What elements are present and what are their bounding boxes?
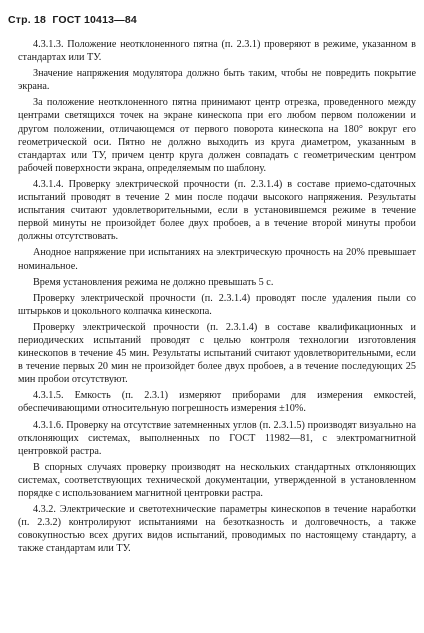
paragraph: 4.3.2. Электрические и светотехнические параметры кинескопов в течение наработки (п. 2.3.2) контролируют испытаниями на безотказность и долговечность, а также совокупностью всех других видов испытаний, проводимых по настоящему стандарту, а также стандартам или ТУ.: [18, 504, 416, 555]
paragraph: Значение напряжения модулятора должно быть таким, чтобы не повредить покрытие экрана.: [18, 68, 416, 93]
paragraph: Проверку электрической прочности (п. 2.3.1.4) проводят после удаления пыли со штырьков и цокольного колпачка кинескопа.: [18, 292, 416, 317]
page-header: [8, 14, 137, 26]
paragraph: Анодное напряжение при испытаниях на электрическую прочность на 20% превышает номинальное.: [18, 247, 416, 272]
paragraph: Время установления режима не должно превышать 5 с.: [33, 276, 274, 288]
standard-code: ГОСТ 10413—84: [52, 14, 137, 26]
paragraph: За положение неотклоненного пятна принимают центр отрезка, проведенного между центрами светящихся точек на экране кинескопа при его любом первом положении и другом положении, отличающемся от первого поворота кинескопа на 180° вокруг его геометрической оси. Пятно не должно выходить из круга диаметром, указанным в стандартах или ТУ, причем центр круга должен совпадать с геометрическим центром рабочей поверхности экрана, определяемым по шаблону.: [18, 97, 416, 174]
page-number: Стр. 18: [8, 14, 47, 26]
paragraph: 4.3.1.5. Емкость (п. 2.3.1) измеряют приборами для измерения емкостей, обеспечивающими относительную погрешность измерения ±10%.: [18, 390, 416, 415]
paragraph: 4.3.1.6. Проверку на отсутствие затемненных углов (п. 2.3.1.5) производят визуально на отклоняющих системах, выполненных по ГОСТ 11982—81, с электромагнитной центровкой растра.: [18, 419, 416, 457]
paragraph: 4.3.1.4. Проверку электрической прочности (п. 2.3.1.4) в составе приемо-сдаточных испытаний проводят в течение 2 мин после подачи высокого напряжения. Результаты испытания считают удовлетворительными, если в установившемся режиме в течение первой минуты не произойдет более двух пробоев, а в течение второй минуты пробои должны отсутствовать.: [18, 178, 416, 243]
paragraph: 4.3.1.3. Положение неотклоненного пятна (п. 2.3.1) проверяют в режиме, указанном в стандартах или ТУ.: [18, 39, 416, 64]
paragraph: Проверку электрической прочности (п. 2.3.1.4) в составе квалификационных и периодических испытаний проводят с целью контроля технологии изготовления кинескопов в течение 45 мин. Результаты испытаний считают удовлетворительными, если в течение первых 20 мин не произойдет более двух пробоев, а в течение последующих 25 мин пробои отсутствуют.: [18, 321, 416, 386]
document-body: [18, 38, 416, 558]
paragraph: В спорных случаях проверку производят на нескольких стандартных отклоняющих системах, соответствующих технической документации, утвержденной в установленном порядке с использованием магнитной центровки растра.: [18, 461, 416, 499]
